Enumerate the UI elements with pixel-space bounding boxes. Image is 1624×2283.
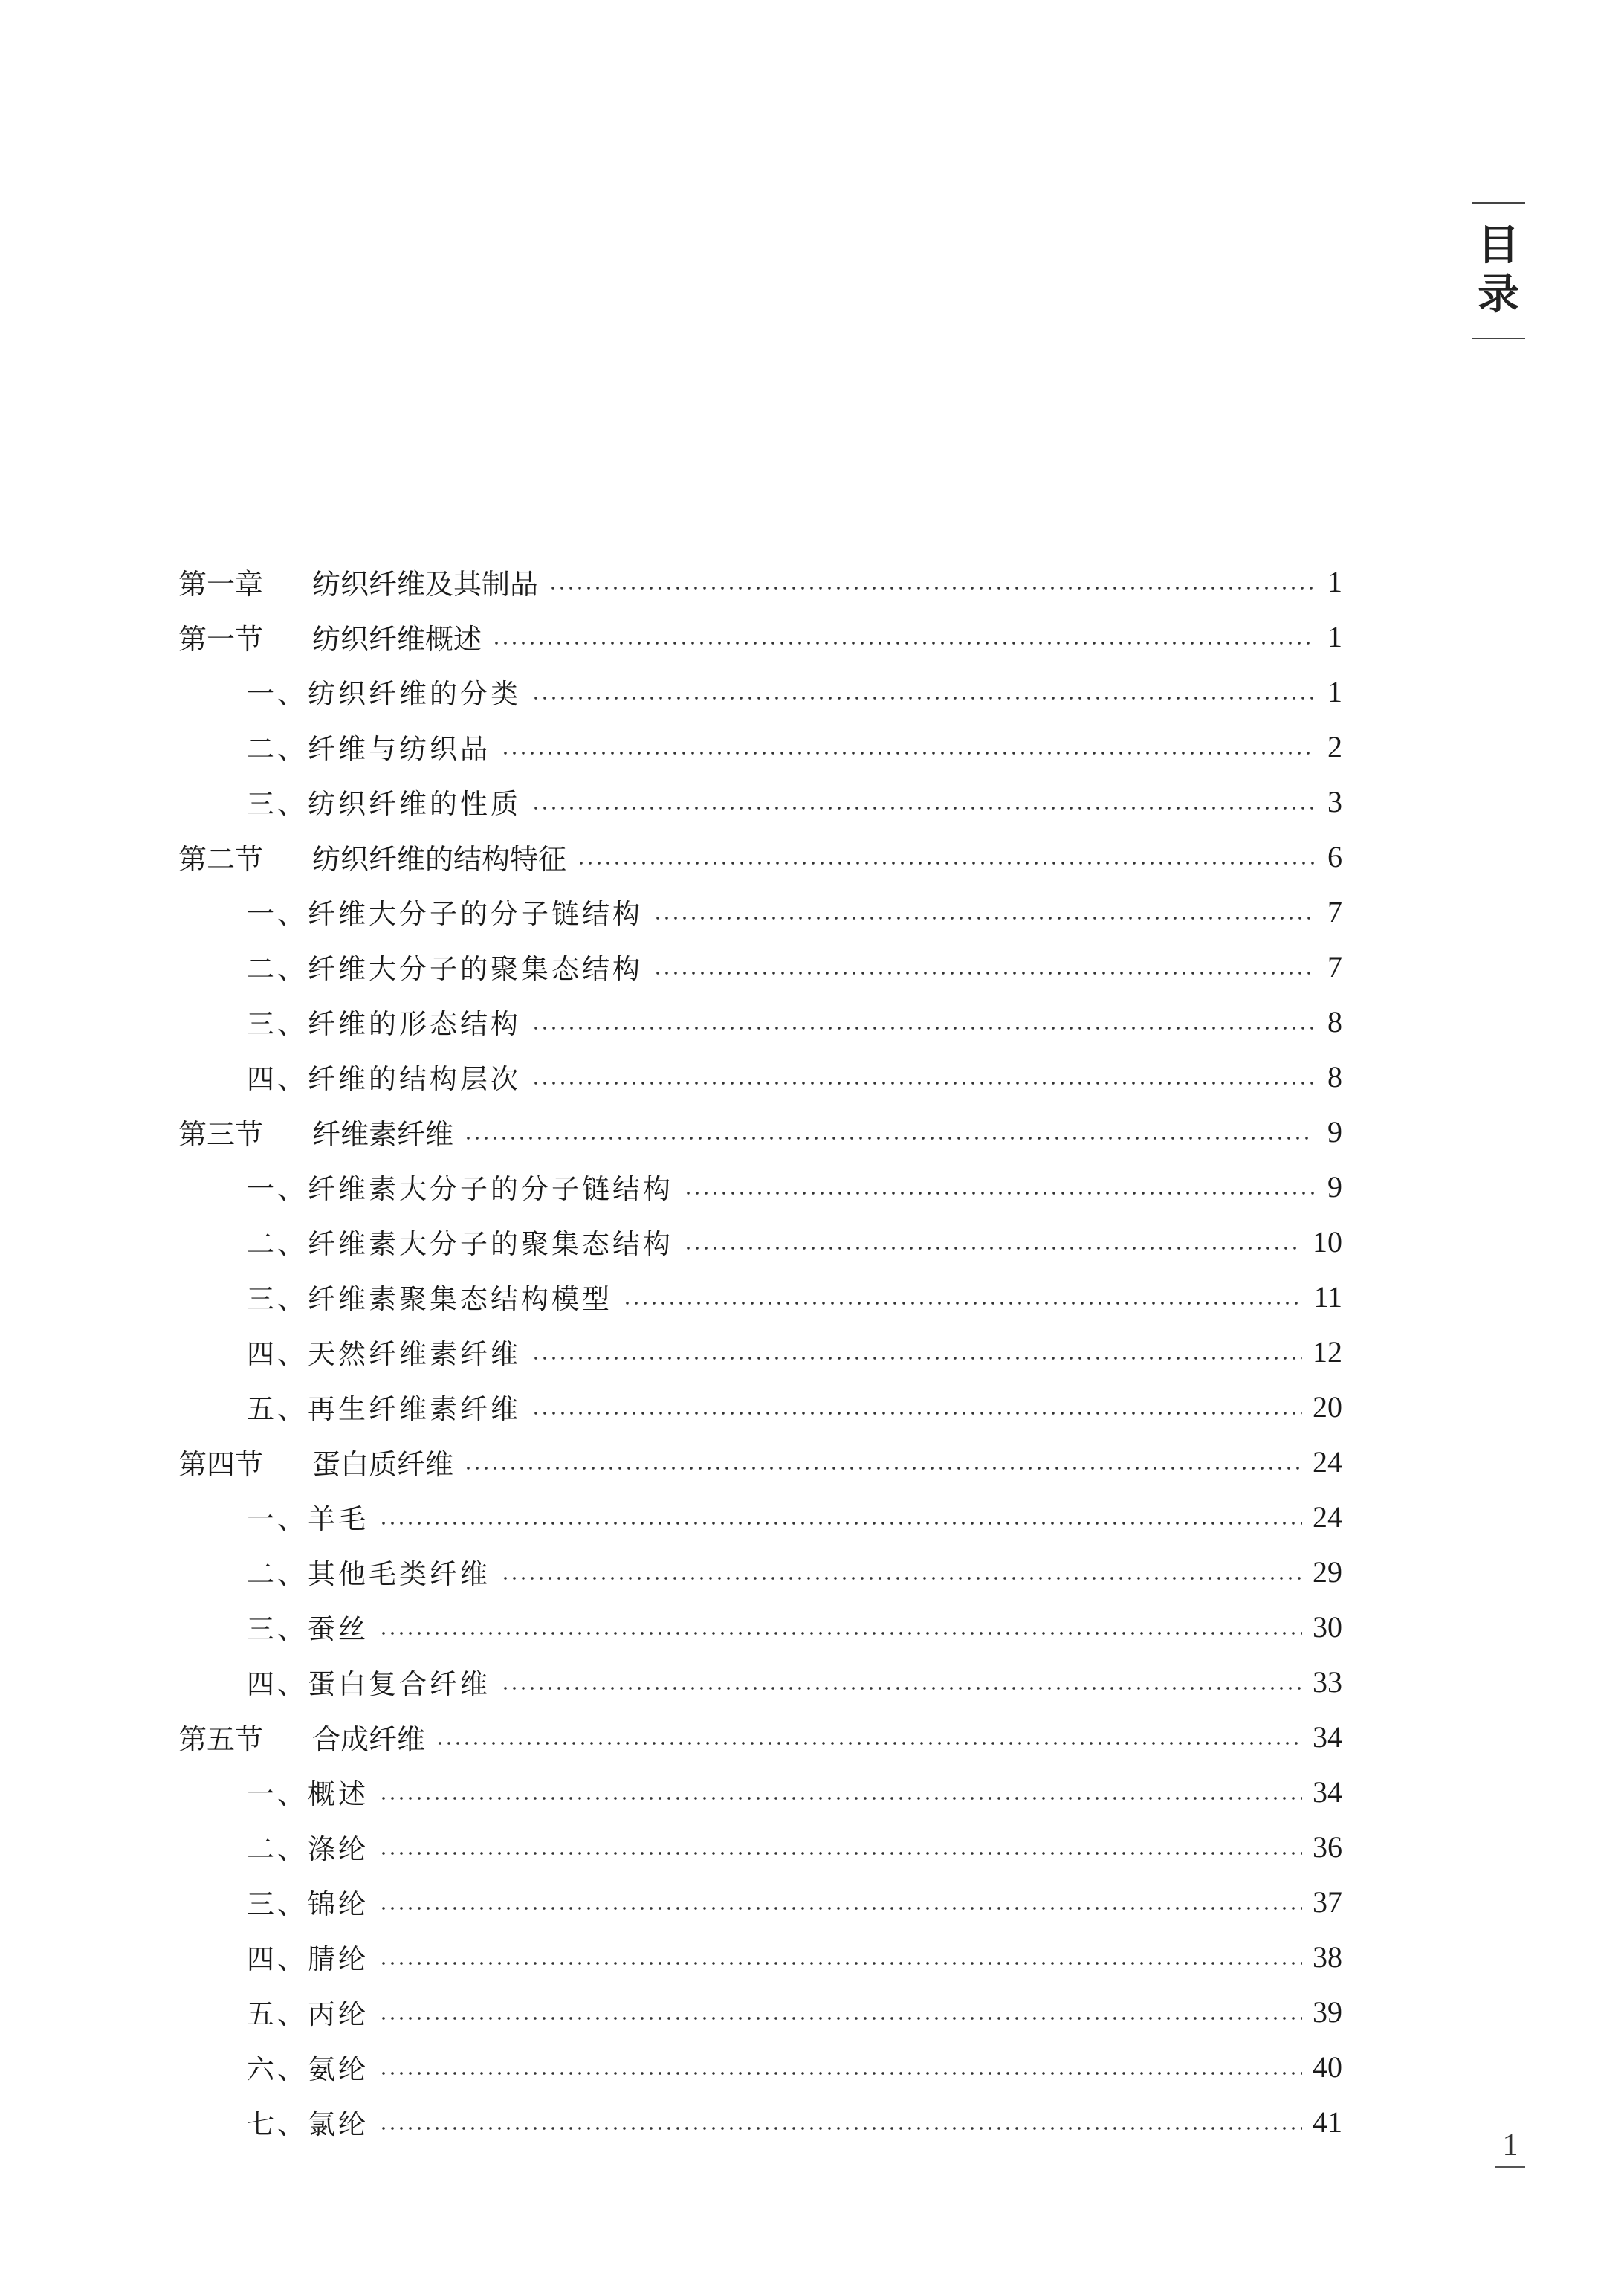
toc-entry-page: 1 (1327, 619, 1342, 653)
toc-entry-number: 六、 (247, 2053, 308, 2085)
dot-leader (531, 1337, 1302, 1366)
dot-leader (531, 787, 1314, 816)
dot-leader (549, 567, 1314, 595)
toc-entry-item[interactable] (178, 1049, 1342, 1104)
toc-entry-page: 1 (1327, 564, 1342, 598)
dot-leader (464, 1447, 1302, 1476)
toc-entry-item[interactable] (178, 994, 1342, 1049)
dot-leader (379, 1998, 1302, 2026)
toc-entry-page: 36 (1313, 1830, 1342, 1864)
dot-leader (379, 1612, 1302, 1641)
toc-entry-item[interactable] (178, 2039, 1342, 2094)
toc-entry-page: 3 (1327, 784, 1342, 818)
toc-entry-number: 四、 (247, 1943, 308, 1975)
toc-entry-title: 蛋白质纤维 (312, 1447, 454, 1481)
dot-leader (623, 1282, 1303, 1311)
toc-entry-item[interactable] (178, 1324, 1342, 1379)
toc-entry-title: 丙纶 (308, 1998, 369, 2030)
dot-leader (501, 1557, 1302, 1586)
toc-entry-title: 锦纶 (308, 1888, 369, 1920)
toc-entry-number: 三、 (247, 788, 308, 820)
toc-entry-item[interactable] (178, 774, 1342, 829)
toc-entry-page: 40 (1313, 2050, 1342, 2084)
toc-entry-section[interactable] (178, 829, 1342, 884)
toc-entry-number: 五、 (247, 1393, 308, 1425)
toc-entry-title: 纤维大分子的聚集态结构 (308, 953, 643, 985)
toc-entry-title: 其他毛类纤维 (308, 1558, 491, 1590)
side-title-char-1: 目 (1478, 222, 1519, 270)
toc-entry-number: 七、 (247, 2108, 308, 2140)
toc-entry-page: 7 (1327, 949, 1342, 984)
page-number: 1 (1495, 2128, 1525, 2168)
dot-leader (379, 1777, 1302, 1806)
toc-entry-number: 二、 (247, 1228, 308, 1260)
dot-leader (492, 622, 1314, 650)
toc-entry-page: 1 (1327, 674, 1342, 708)
toc-entry-page: 6 (1327, 839, 1342, 874)
toc-entry-number: 四、 (247, 1668, 308, 1700)
dot-leader (379, 1943, 1302, 1971)
toc-entry-page: 38 (1313, 1940, 1342, 1974)
toc-entry-title: 纺织纤维的结构特征 (312, 842, 567, 876)
toc-entry-number: 二、 (247, 733, 308, 765)
dot-leader (531, 1062, 1314, 1091)
toc-entry-item[interactable] (178, 1929, 1342, 1984)
toc-entry-title: 概述 (308, 1778, 369, 1810)
toc-entry-page: 12 (1313, 1334, 1342, 1369)
toc-entry-item[interactable] (178, 1654, 1342, 1709)
toc-entry-title: 纤维的结构层次 (308, 1063, 521, 1095)
toc-entry-number: 三、 (247, 1888, 308, 1920)
toc-entry-number: 二、 (247, 1558, 308, 1590)
toc-entry-page: 34 (1313, 1719, 1342, 1754)
toc-entry-section[interactable] (178, 1434, 1342, 1489)
dot-leader (653, 897, 1314, 926)
toc-entry-number: 第一节 (178, 622, 264, 656)
dot-leader (501, 732, 1314, 761)
side-title-char-2: 录 (1478, 271, 1519, 319)
toc-entry-item[interactable] (178, 1874, 1342, 1929)
toc-entry-number: 第四节 (178, 1447, 264, 1481)
dot-leader (501, 1667, 1302, 1696)
dot-leader (379, 1502, 1302, 1531)
toc-entry-title: 纤维素纤维 (312, 1117, 454, 1151)
toc-entry-page: 9 (1327, 1169, 1342, 1204)
toc-entry-title: 纺织纤维的分类 (308, 678, 521, 710)
toc-entry-title: 再生纤维素纤维 (308, 1393, 521, 1425)
toc-entry-item[interactable] (178, 1159, 1342, 1214)
toc-entry-number: 四、 (247, 1063, 308, 1095)
toc-entry-item[interactable] (178, 939, 1342, 994)
side-title-toc (1472, 202, 1525, 339)
toc-entry-number: 三、 (247, 1613, 308, 1645)
toc-entry-title: 蛋白复合纤维 (308, 1668, 491, 1700)
toc-entry-number: 一、 (247, 1503, 308, 1535)
toc-entry-title: 氯纶 (308, 2108, 369, 2140)
toc-entry-page: 34 (1313, 1775, 1342, 1809)
toc-entry-page: 37 (1313, 1885, 1342, 1919)
toc-entry-page: 10 (1313, 1224, 1342, 1259)
toc-entry-page: 2 (1327, 729, 1342, 763)
toc-entry-title: 涤纶 (308, 1833, 369, 1865)
toc-entry-number: 第三节 (178, 1117, 264, 1151)
toc-entry-title: 纤维的形态结构 (308, 1008, 521, 1040)
toc-entry-number: 二、 (247, 1833, 308, 1865)
toc-entry-number: 一、 (247, 678, 308, 710)
toc-entry-chapter[interactable] (178, 554, 1342, 609)
toc-entry-item[interactable] (178, 1544, 1342, 1599)
toc-entry-title: 合成纤维 (312, 1722, 426, 1756)
toc-entry-number: 一、 (247, 1778, 308, 1810)
toc-entry-page: 11 (1313, 1279, 1342, 1314)
toc-entry-page: 20 (1313, 1389, 1342, 1424)
toc-entry-item[interactable] (178, 1599, 1342, 1654)
toc-entry-section[interactable] (178, 1709, 1342, 1764)
toc-entry-item[interactable] (178, 1764, 1342, 1819)
dot-leader (436, 1722, 1302, 1751)
toc-entry-title: 纤维素聚集态结构模型 (308, 1283, 612, 1315)
toc-entry-page: 8 (1327, 1059, 1342, 1094)
toc-entry-page: 9 (1327, 1114, 1342, 1149)
toc-entry-item[interactable] (178, 1984, 1342, 2039)
toc-entry-page: 29 (1313, 1554, 1342, 1589)
toc-entry-page: 8 (1327, 1004, 1342, 1039)
dot-leader (684, 1227, 1302, 1256)
dot-leader (684, 1172, 1314, 1201)
toc-entry-page: 24 (1313, 1499, 1342, 1534)
dot-leader (379, 1888, 1302, 1916)
toc-entry-item[interactable] (178, 1489, 1342, 1544)
toc-entry-page: 30 (1313, 1609, 1342, 1644)
toc-entry-item[interactable] (178, 719, 1342, 774)
toc-entry-number: 三、 (247, 1008, 308, 1040)
dot-leader (653, 952, 1314, 981)
toc-entry-title: 纤维素大分子的聚集态结构 (308, 1228, 673, 1260)
toc-entry-number: 一、 (247, 1173, 308, 1205)
dot-leader (379, 2108, 1302, 2136)
toc-entry-title: 纤维素大分子的分子链结构 (308, 1173, 673, 1205)
toc-entry-number: 五、 (247, 1998, 308, 2030)
toc-entry-item[interactable] (178, 1214, 1342, 1269)
toc-entry-number: 一、 (247, 898, 308, 930)
dot-leader (531, 1392, 1302, 1421)
dot-leader (464, 1117, 1314, 1146)
dot-leader (379, 2053, 1302, 2081)
toc-entry-title: 蚕丝 (308, 1613, 369, 1645)
toc-entry-number: 第一章 (178, 567, 264, 601)
toc-entry-number: 第五节 (178, 1722, 264, 1756)
toc-entry-number: 第二节 (178, 842, 264, 876)
table-of-contents (178, 554, 1342, 2149)
toc-entry-number: 三、 (247, 1283, 308, 1315)
dot-leader (531, 1007, 1314, 1036)
toc-entry-title: 纺织纤维及其制品 (312, 567, 539, 601)
toc-entry-item[interactable] (178, 1379, 1342, 1434)
toc-entry-title: 纤维与纺织品 (308, 733, 491, 765)
toc-entry-number: 四、 (247, 1338, 308, 1370)
toc-entry-title: 天然纤维素纤维 (308, 1338, 521, 1370)
toc-entry-section[interactable] (178, 609, 1342, 664)
toc-entry-item[interactable] (178, 1269, 1342, 1324)
toc-entry-title: 腈纶 (308, 1943, 369, 1975)
toc-entry-item[interactable] (178, 664, 1342, 719)
toc-entry-item[interactable] (178, 884, 1342, 939)
toc-entry-number: 二、 (247, 953, 308, 985)
toc-entry-title: 纺织纤维概述 (312, 622, 482, 656)
toc-entry-page: 39 (1313, 1995, 1342, 2029)
dot-leader (379, 1832, 1302, 1861)
toc-entry-title: 羊毛 (308, 1503, 369, 1535)
dot-leader (531, 677, 1314, 705)
toc-entry-page: 41 (1313, 2105, 1342, 2139)
toc-entry-page: 24 (1313, 1444, 1342, 1479)
toc-entry-page: 33 (1313, 1664, 1342, 1699)
toc-entry-page: 7 (1327, 894, 1342, 929)
toc-entry-title: 纺织纤维的性质 (308, 788, 521, 820)
toc-entry-section[interactable] (178, 1104, 1342, 1159)
toc-entry-item[interactable] (178, 2094, 1342, 2149)
dot-leader (577, 842, 1314, 871)
toc-entry-item[interactable] (178, 1819, 1342, 1874)
toc-entry-title: 纤维大分子的分子链结构 (308, 898, 643, 930)
toc-entry-title: 氨纶 (308, 2053, 369, 2085)
